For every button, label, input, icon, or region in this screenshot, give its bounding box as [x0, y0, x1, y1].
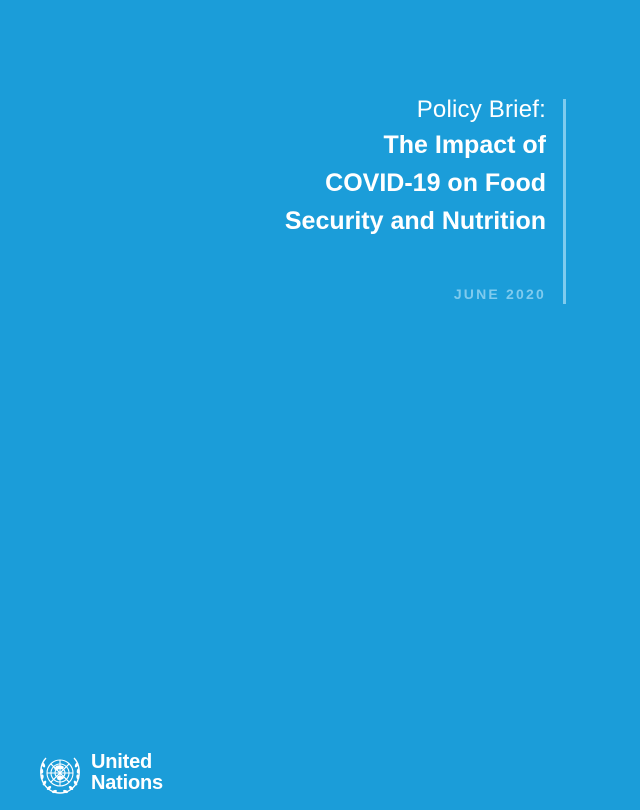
un-emblem-icon — [37, 750, 83, 796]
un-wordmark-line-2: Nations — [91, 772, 163, 794]
title-line-3: Security and Nutrition — [284, 207, 546, 235]
title-line-2: COVID-19 on Food — [325, 169, 546, 197]
document-type: Policy Brief: — [416, 96, 546, 123]
un-logo — [37, 750, 163, 796]
accent-divider — [563, 99, 566, 304]
title-block — [166, 94, 546, 240]
un-wordmark-line-1: United — [91, 751, 153, 773]
publication-date: JUNE 2020 — [453, 286, 546, 302]
un-wordmark — [91, 752, 163, 794]
title-line-1: The Impact of — [383, 131, 546, 159]
